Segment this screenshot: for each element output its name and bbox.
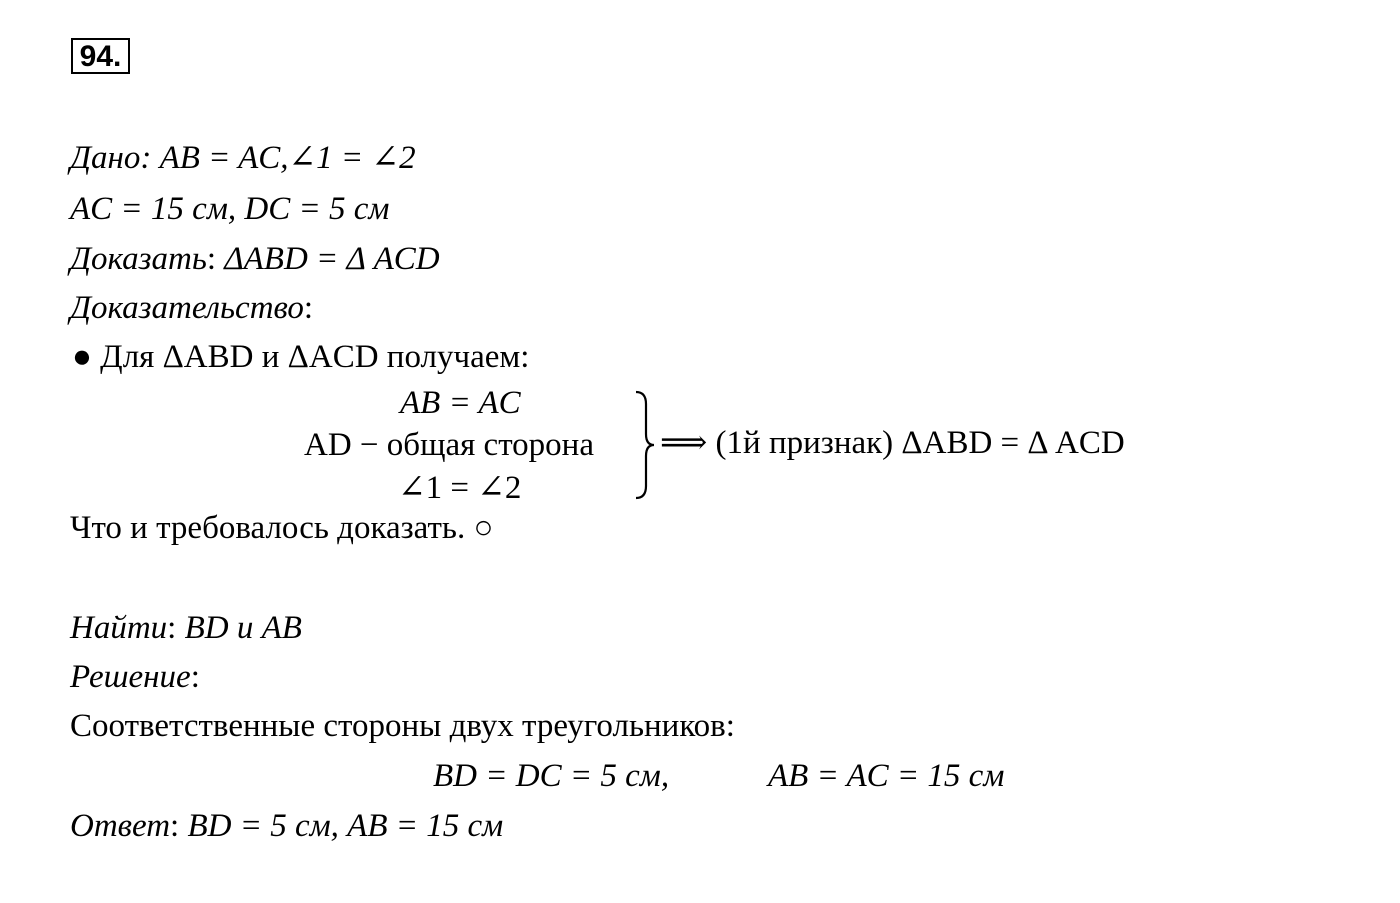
answer-label: Ответ <box>70 808 171 844</box>
proof-conclusion: ⟹ (1й признак) ΔABD = Δ ACD <box>660 425 1125 461</box>
given-line-2: AC = 15 см, DC = 5 см <box>70 191 390 227</box>
prove-colon: : <box>206 241 217 277</box>
system-row-2: AD − общая сторона <box>304 427 594 463</box>
answer-colon: : <box>170 808 180 844</box>
solution-text: Соответственные стороны двух треугольников: <box>70 708 735 744</box>
find-value: BD и AB <box>184 610 302 646</box>
given-label: Дано: <box>70 140 152 176</box>
solution-formula-2: AB = AC = 15 см <box>768 758 1005 794</box>
prove-statement: ΔABD = Δ ACD <box>224 241 440 277</box>
system-row-1: AB = AC <box>400 385 521 421</box>
problem-number: 94. <box>71 38 130 74</box>
find-colon: : <box>167 610 177 646</box>
solution-formula-1: BD = DC = 5 см, <box>433 758 670 794</box>
proof-heading <box>70 292 313 325</box>
system-row-3: ∠1 = ∠2 <box>398 470 522 506</box>
answer-value: BD = 5 см, AB = 15 см <box>187 808 504 844</box>
find-line <box>70 612 302 645</box>
given-equalities: AB = AC,∠1 = ∠2 <box>159 140 416 176</box>
solution-heading <box>70 661 200 694</box>
proof-colon: : <box>303 290 314 326</box>
answer-line <box>70 810 503 843</box>
find-label: Найти <box>70 610 168 646</box>
prove-line <box>70 243 440 276</box>
proof-label: Доказательство <box>70 290 304 326</box>
given-line-1 <box>70 142 416 175</box>
proof-bullet-line: ● Для ΔABD и ΔACD получаем: <box>72 339 530 375</box>
right-brace-icon <box>628 390 658 500</box>
prove-label: Доказать <box>70 241 207 277</box>
solution-label: Решение <box>70 659 191 695</box>
qed-line: Что и требовалось доказать. ○ <box>70 510 494 546</box>
solution-colon: : <box>190 659 200 695</box>
